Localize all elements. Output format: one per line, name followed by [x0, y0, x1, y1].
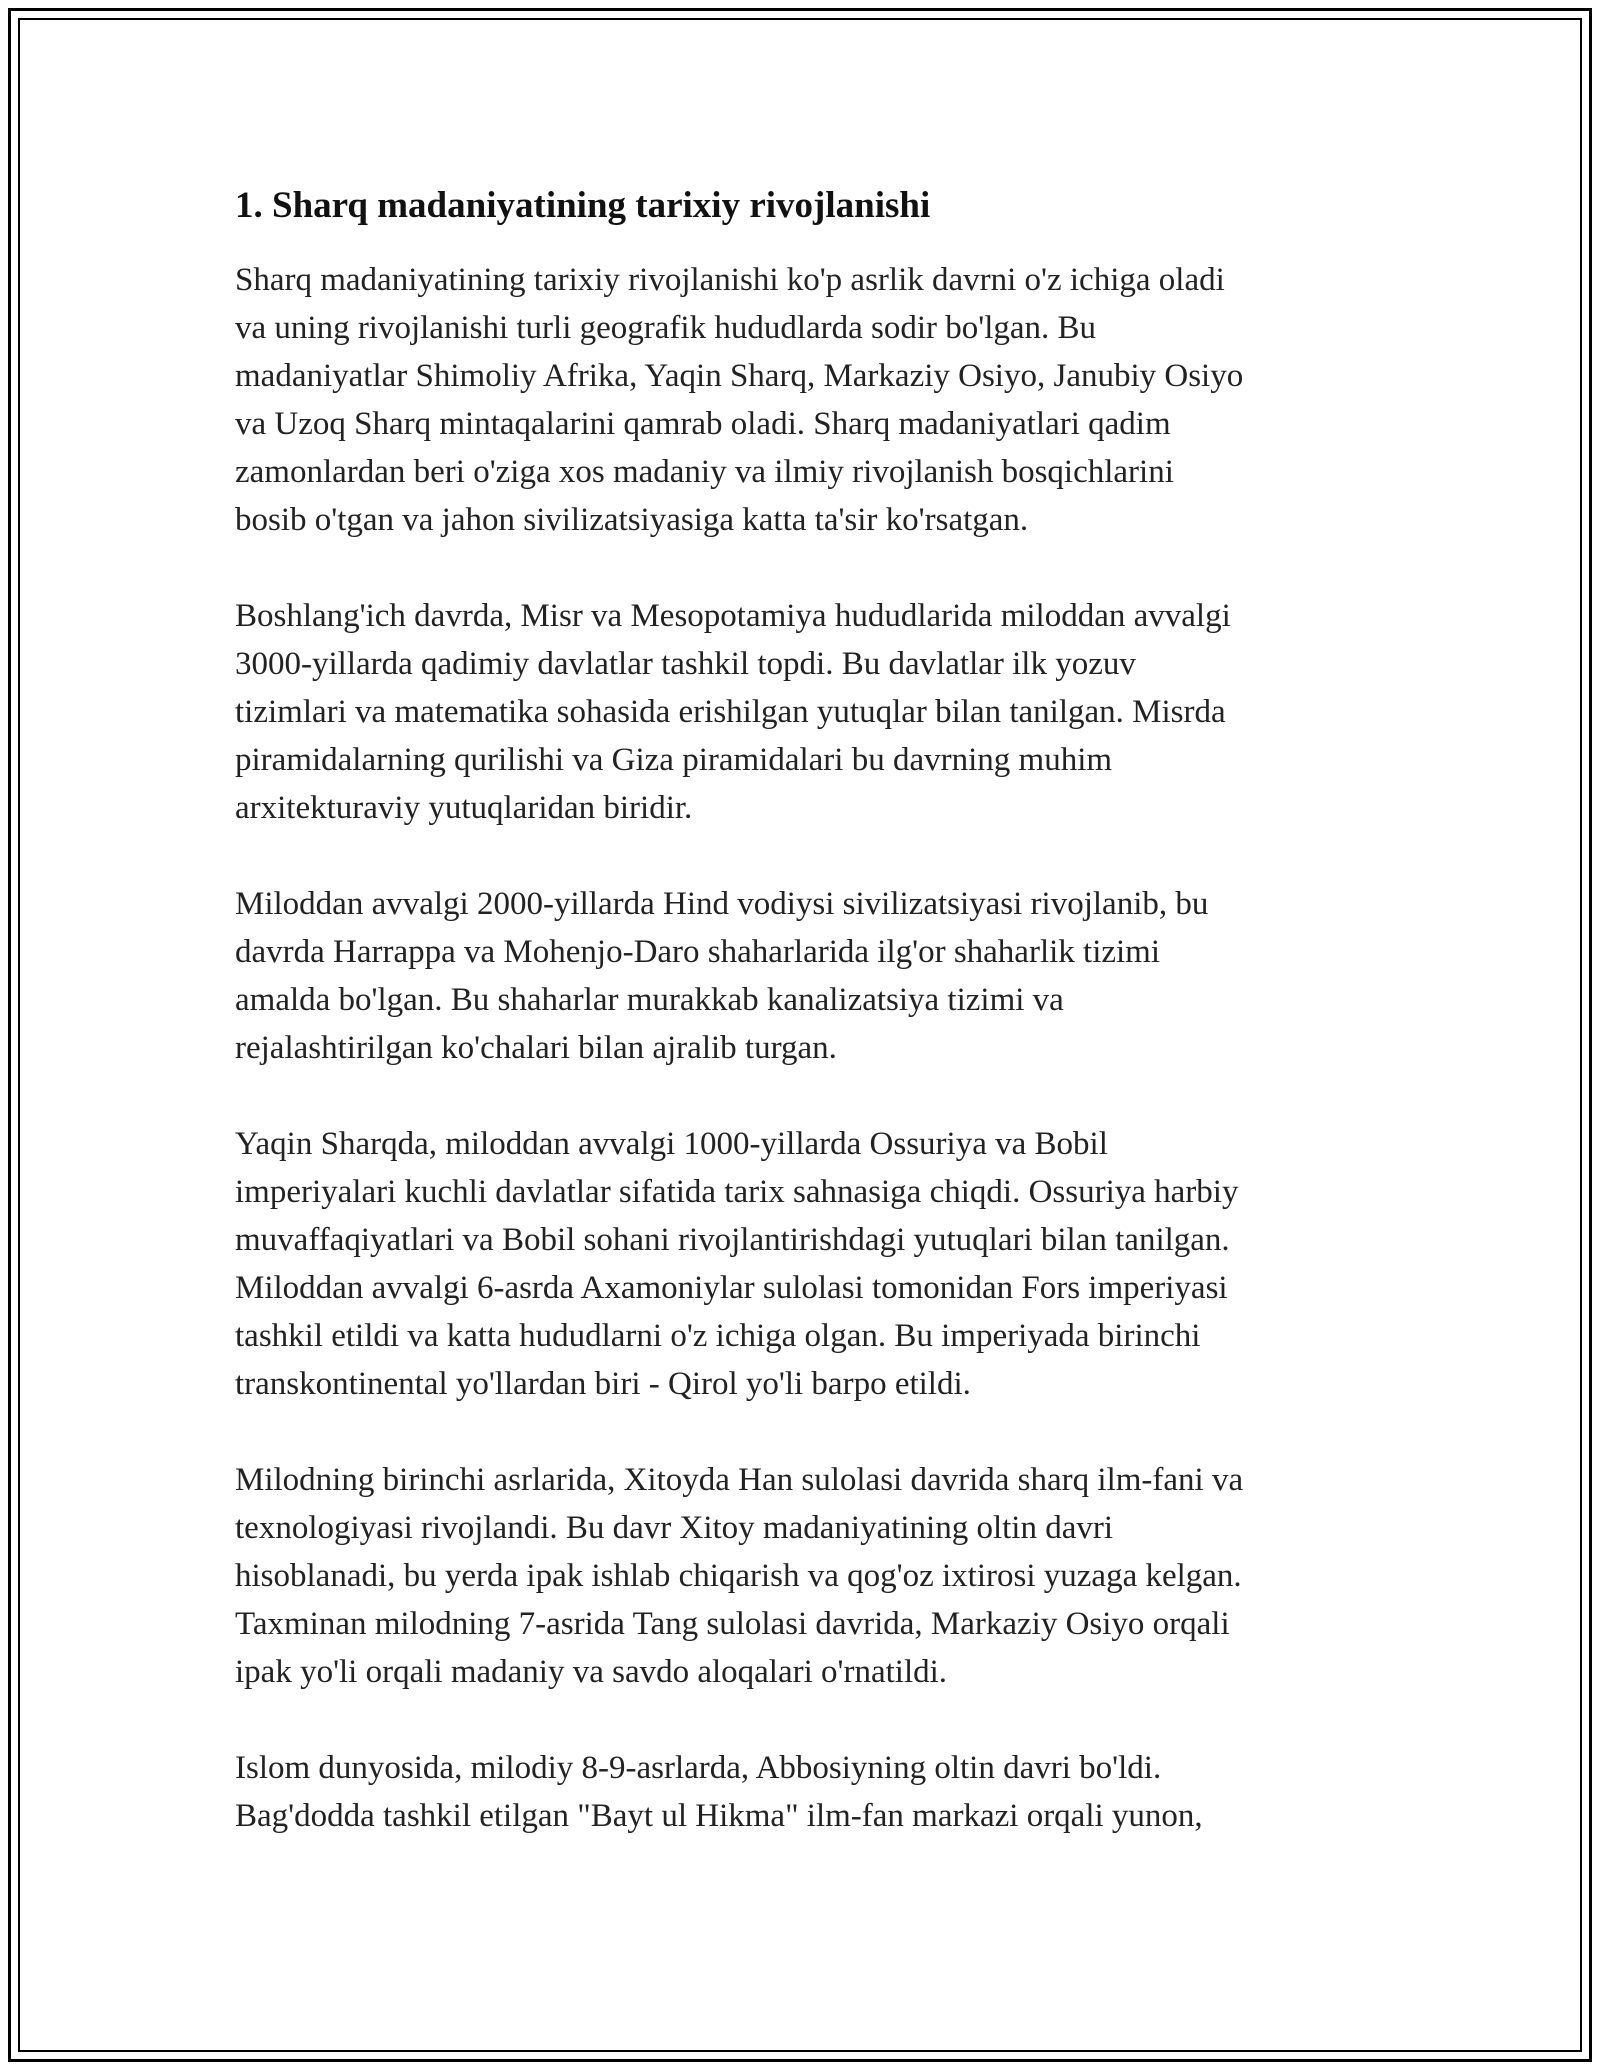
text-line: va Uzoq Sharq mintaqalarini qamrab oladi. Sharq madaniyatlari qadim	[235, 406, 1171, 443]
text-line: 3000-yillarda qadimiy davlatlar tashkil topdi. Bu davlatlar ilk yozuv	[235, 646, 1136, 683]
text-line: imperiyalari kuchli davlatlar sifatida tarix sahnasiga chiqdi. Ossuriya harbiy	[235, 1174, 1239, 1211]
text-line: rejalashtirilgan ko'chalari bilan ajralib turgan.	[235, 1030, 837, 1067]
text-line: amalda bo'lgan. Bu shaharlar murakkab kanalizatsiya tizimi va	[235, 982, 1064, 1019]
text-line: Boshlang'ich davrda, Misr va Mesopotamiya hududlarida miloddan avvalgi	[235, 598, 1231, 635]
text-line: Yaqin Sharqda, miloddan avvalgi 1000-yillarda Ossuriya va Bobil	[235, 1126, 1108, 1163]
section-heading: 1. Sharq madaniyatining tarixiy rivojlanishi	[235, 185, 931, 226]
text-line: texnologiyasi rivojlandi. Bu davr Xitoy madaniyatining oltin davri	[235, 1510, 1114, 1547]
text-line: va uning rivojlanishi turli geografik hududlarda sodir bo'lgan. Bu	[235, 310, 1097, 347]
paragraph-indus-valley	[235, 880, 1375, 1072]
text-line: arxitekturaviy yutuqlaridan biridir.	[235, 790, 693, 827]
text-line: tizimlari va matematika sohasida erishilgan yutuqlar bilan tanilgan. Misrda	[235, 694, 1226, 731]
text-line: piramidalarning qurilishi va Giza piramidalari bu davrning muhim	[235, 742, 1113, 779]
text-line: Sharq madaniyatining tarixiy rivojlanishi ko'p asrlik davrni o'z ichiga oladi	[235, 262, 1225, 299]
paragraph-intro	[235, 256, 1375, 544]
text-line: transkontinental yo'llardan biri - Qirol yo'li barpo etildi.	[235, 1366, 971, 1403]
text-line: Islom dunyosida, milodiy 8-9-asrlarda, Abbosiyning oltin davri bo'ldi.	[235, 1750, 1162, 1787]
text-line: Taxminan milodning 7-asrida Tang sulolasi davrida, Markaziy Osiyo orqali	[235, 1606, 1230, 1643]
text-line: Milodning birinchi asrlarida, Xitoyda Han sulolasi davrida sharq ilm-fani va	[235, 1462, 1244, 1499]
document-body	[235, 182, 1375, 1888]
text-line: hisoblanadi, bu yerda ipak ishlab chiqarish va qog'oz ixtirosi yuzaga kelgan.	[235, 1558, 1242, 1595]
paragraph-egypt-mesopotamia	[235, 592, 1375, 832]
text-line: Miloddan avvalgi 2000-yillarda Hind vodiysi sivilizatsiyasi rivojlanib, bu	[235, 886, 1209, 923]
text-line: Bag'dodda tashkil etilgan "Bayt ul Hikma" ilm-fan markazi orqali yunon,	[235, 1798, 1203, 1835]
text-line: madaniyatlar Shimoliy Afrika, Yaqin Sharq, Markaziy Osiyo, Janubiy Osiyo	[235, 358, 1244, 395]
text-line: muvaffaqiyatlari va Bobil sohani rivojlantirishdagi yutuqlari bilan tanilgan.	[235, 1222, 1230, 1259]
text-line: bosib o'tgan va jahon sivilizatsiyasiga katta ta'sir ko'rsatgan.	[235, 502, 1029, 539]
text-line: Miloddan avvalgi 6-asrda Axamoniylar sulolasi tomonidan Fors imperiyasi	[235, 1270, 1228, 1307]
paragraph-china	[235, 1456, 1375, 1696]
text-line: zamonlardan beri o'ziga xos madaniy va ilmiy rivojlanish bosqichlarini	[235, 454, 1174, 491]
text-line: ipak yo'li orqali madaniy va savdo aloqalari o'rnatildi.	[235, 1654, 948, 1691]
paragraph-near-east	[235, 1120, 1375, 1408]
text-line: davrda Harrappa va Mohenjo-Daro shaharlarida ilg'or shaharlik tizimi	[235, 934, 1161, 971]
text-line: tashkil etildi va katta hududlarni o'z ichiga olgan. Bu imperiyada birinchi	[235, 1318, 1201, 1355]
paragraph-islamic-world	[235, 1744, 1375, 1840]
